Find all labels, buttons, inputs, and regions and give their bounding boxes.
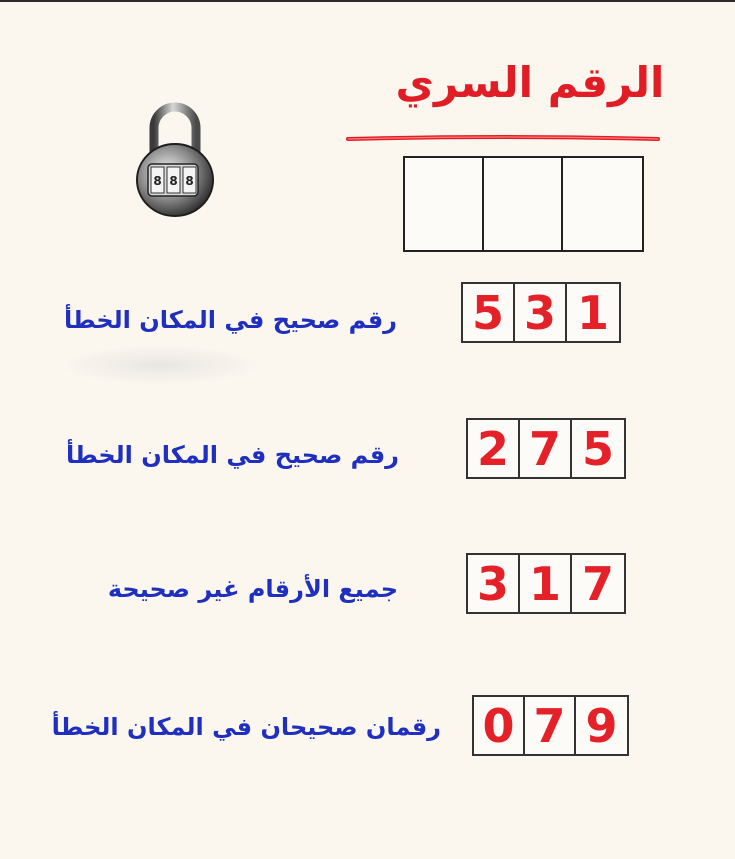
clue-4-hint: رقمان صحيحان في المكان الخطأ [51, 713, 441, 741]
answer-cell [563, 158, 642, 250]
clue-digit: 7 [520, 420, 572, 477]
clue-2-digits [466, 418, 626, 479]
clue-2-hint: رقم صحيح في المكان الخطأ [65, 441, 399, 469]
answer-cell [405, 158, 484, 250]
clue-digit: 0 [474, 697, 525, 754]
svg-text:8: 8 [185, 174, 194, 188]
svg-text:8: 8 [153, 174, 162, 188]
clue-digit: 2 [468, 420, 520, 477]
clue-4-digits [472, 695, 629, 756]
clue-digit: 5 [463, 284, 515, 341]
clue-digit: 5 [581, 421, 614, 476]
clue-3-hint: جميع الأرقام غير صحيحة [107, 575, 398, 603]
clue-1-digits [461, 282, 621, 343]
secret-code-answer-boxes [403, 156, 644, 252]
svg-text:8: 8 [169, 174, 178, 188]
page-title: الرقم السري [395, 58, 665, 107]
clue-digit: 1 [576, 285, 609, 340]
clue-digit: 7 [525, 697, 576, 754]
clue-3-digits [466, 553, 626, 614]
clue-digit: 7 [581, 556, 614, 611]
background-smudge [60, 345, 260, 385]
clue-1-hint: رقم صحيح في المكان الخطأ [63, 306, 397, 334]
clue-digit: 1 [520, 555, 572, 612]
clue-digit: 3 [515, 284, 567, 341]
answer-cell [484, 158, 563, 250]
clue-digit: 9 [585, 698, 618, 753]
padlock-icon [130, 100, 220, 218]
title-underline [344, 134, 662, 144]
clue-digit: 3 [468, 555, 520, 612]
